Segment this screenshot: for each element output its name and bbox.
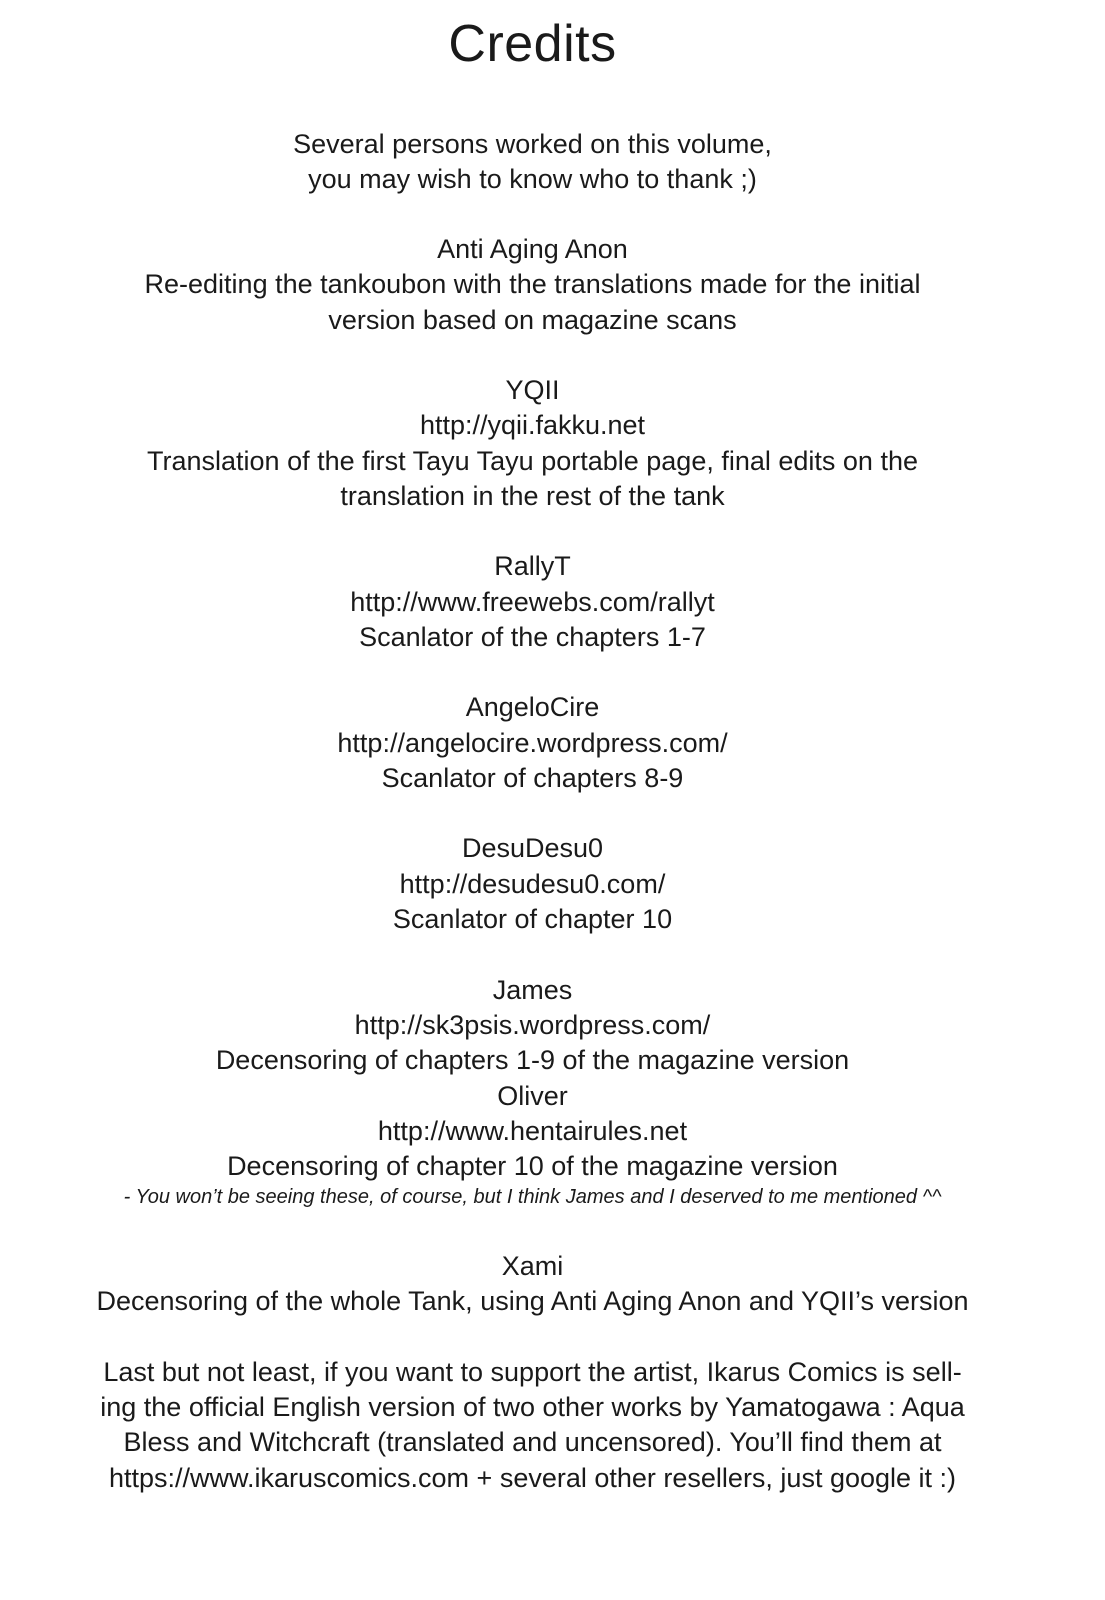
closing-line: https://www.ikaruscomics.com + several other resellers, just google it :)	[108, 1463, 957, 1493]
credit-role: Scanlator of the chapters 1-7	[359, 622, 706, 652]
credit-role: Translation of the first Tayu Tayu portable page, final edits on the	[147, 446, 918, 476]
credit-url: http://sk3psis.wordpress.com/	[354, 1010, 711, 1040]
credit-role: Decensoring of the whole Tank, using Anti Aging Anon and YQII’s version	[96, 1286, 969, 1316]
credit-note: - You won’t be seeing these, of course, but I think James and I deserved to me mentioned ^^	[123, 1186, 942, 1208]
page-title: Credits	[448, 15, 617, 73]
credit-role: Decensoring of chapters 1-9 of the magazine version	[215, 1045, 850, 1075]
intro-line: you may wish to know who to thank ;)	[308, 164, 757, 194]
credit-role: Scanlator of chapters 8-9	[381, 763, 684, 793]
credit-role: translation in the rest of the tank	[340, 481, 725, 511]
credit-name: James	[492, 975, 573, 1005]
closing-line: Last but not least, if you want to support the artist, Ikarus Comics is sell-	[103, 1357, 962, 1387]
closing-line: ing the official English version of two other works by Yamatogawa : Aqua	[100, 1392, 965, 1422]
credit-name: RallyT	[494, 551, 571, 581]
credit-role: Scanlator of chapter 10	[392, 904, 673, 934]
credit-url: http://www.freewebs.com/rallyt	[350, 587, 715, 617]
credit-name: YQII	[505, 375, 560, 405]
closing-line: Bless and Witchcraft (translated and uncensored). You’ll find them at	[123, 1427, 942, 1457]
credit-url: http://www.hentairules.net	[377, 1116, 688, 1146]
credit-name: Anti Aging Anon	[437, 234, 628, 264]
credit-role: version based on magazine scans	[328, 305, 737, 335]
credit-name: AngeloCire	[465, 692, 600, 722]
intro-line: Several persons worked on this volume,	[293, 129, 772, 159]
credit-role: Decensoring of chapter 10 of the magazine version	[227, 1151, 838, 1181]
credit-name: Xami	[501, 1251, 564, 1281]
credit-url: http://yqii.fakku.net	[419, 410, 646, 440]
credit-url: http://desudesu0.com/	[399, 869, 666, 899]
credit-name: DesuDesu0	[461, 833, 604, 863]
credit-role: Re-editing the tankoubon with the translations made for the initial	[144, 269, 921, 299]
credit-url: http://angelocire.wordpress.com/	[337, 728, 728, 758]
credit-name: Oliver	[497, 1081, 568, 1111]
